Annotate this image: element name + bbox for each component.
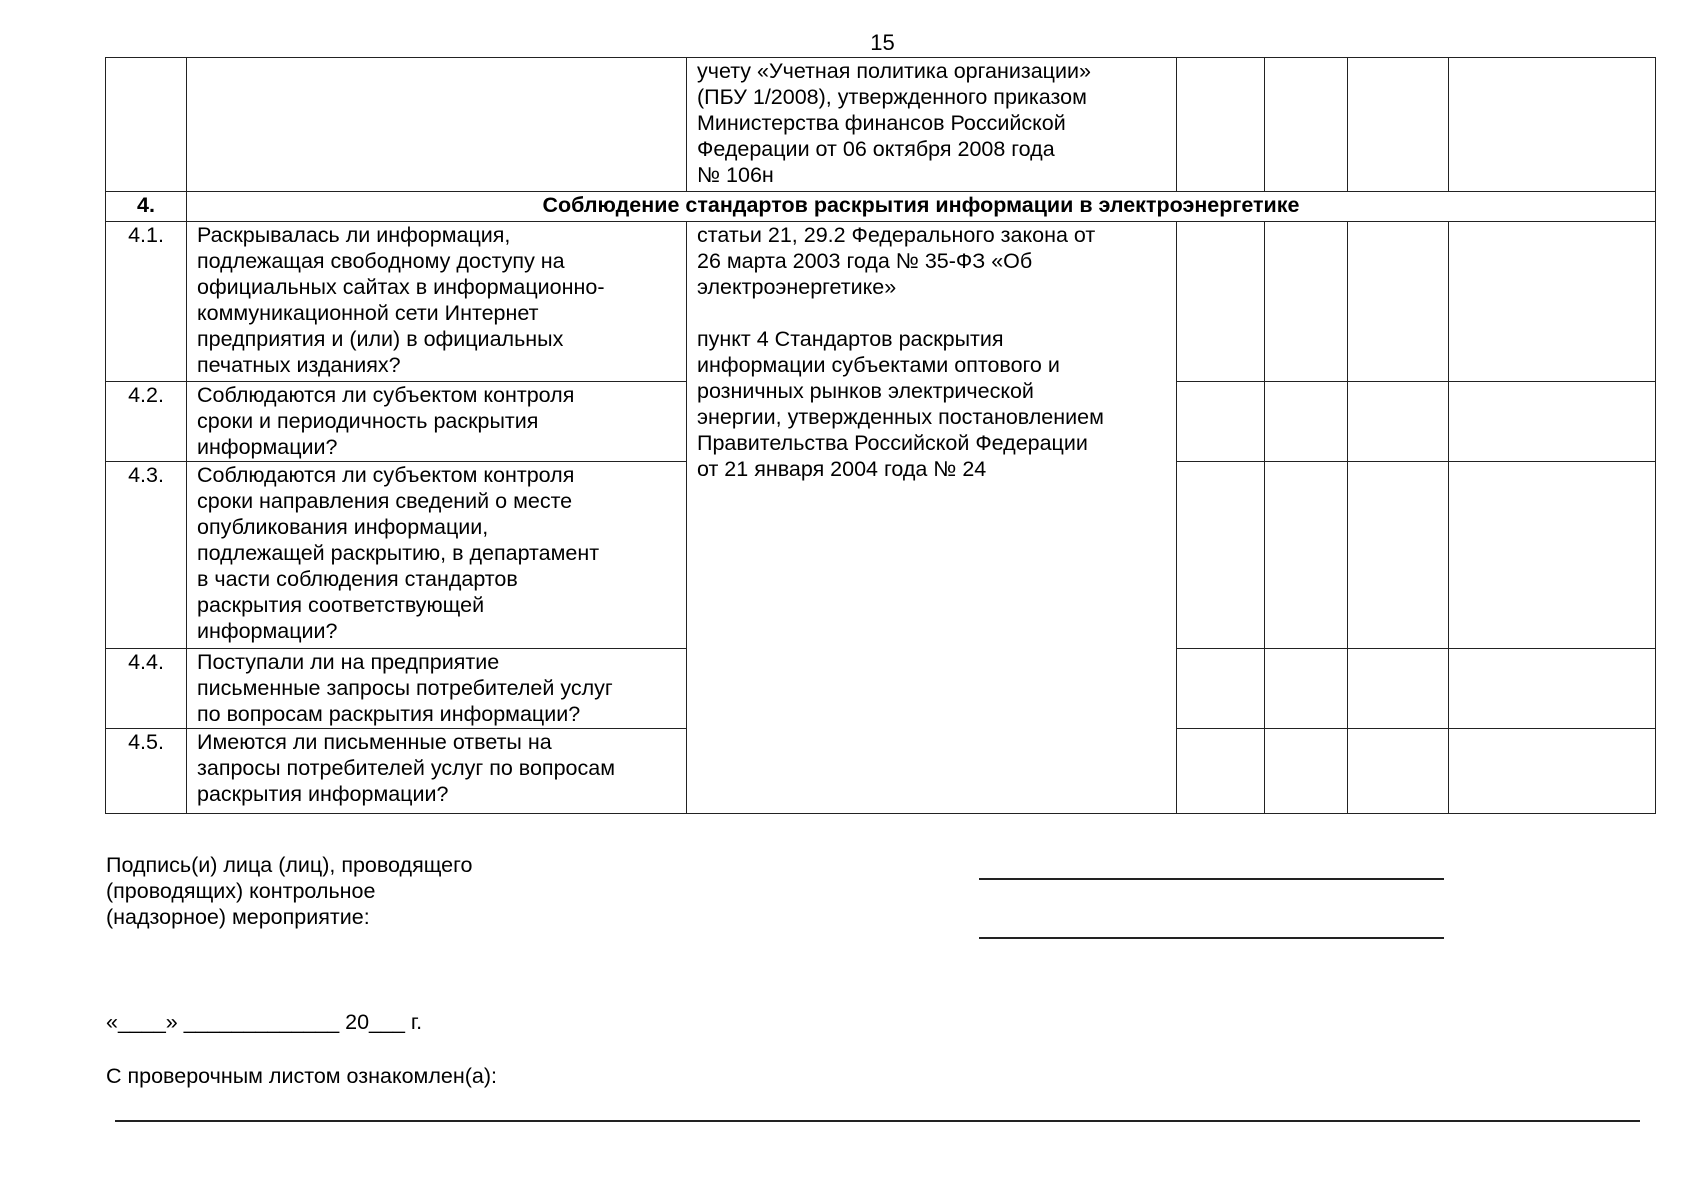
legal-basis-line: пункт 4 Стандартов раскрытия: [697, 327, 1004, 351]
question-line: опубликования информации,: [197, 515, 489, 539]
legal-basis-cell: [687, 222, 1177, 814]
note-cell[interactable]: [1449, 58, 1656, 192]
section-header-row: [106, 192, 1656, 222]
question-line: коммуникационной сети Интернет: [197, 301, 539, 325]
note-cell[interactable]: [1449, 222, 1656, 382]
question-line: в части соблюдения стандартов: [197, 567, 518, 591]
continuation-question-cell: [187, 58, 687, 192]
answer-yes-cell[interactable]: [1177, 382, 1265, 462]
question-line: информации?: [197, 435, 338, 459]
answer-not-applicable-cell[interactable]: [1348, 382, 1449, 462]
signature-line[interactable]: [979, 878, 1444, 880]
question-line: подлежащей раскрытию, в департамент: [197, 541, 600, 565]
question-line: Соблюдаются ли субъектом контроля: [197, 383, 575, 407]
answer-not-applicable-cell[interactable]: [1348, 462, 1449, 649]
answer-no-cell[interactable]: [1265, 462, 1348, 649]
signature-line[interactable]: [979, 937, 1444, 939]
section-number: 4.: [106, 192, 187, 222]
answer-yes-cell[interactable]: [1177, 222, 1265, 382]
answer-yes-cell[interactable]: [1177, 58, 1265, 192]
signature-label: [106, 852, 472, 930]
item-question: [187, 649, 687, 729]
note-cell[interactable]: [1449, 462, 1656, 649]
note-cell[interactable]: [1449, 382, 1656, 462]
question-line: подлежащая свободному доступу на: [197, 249, 565, 273]
continuation-row: [106, 58, 1656, 192]
item-question: [187, 729, 687, 814]
answer-not-applicable-cell[interactable]: [1348, 729, 1449, 814]
signature-label-line: (проводящих) контрольное: [106, 879, 376, 903]
answer-no-cell[interactable]: [1265, 729, 1348, 814]
requirement-line: Федерации от 06 октября 2008 года: [697, 137, 1055, 161]
answer-no-cell[interactable]: [1265, 222, 1348, 382]
item-number: 4.1.: [106, 222, 187, 382]
question-line: официальных сайтах в информационно-: [197, 275, 605, 299]
legal-basis-line: розничных рынков электрической: [697, 379, 1034, 403]
item-question: [187, 462, 687, 649]
answer-no-cell[interactable]: [1265, 58, 1348, 192]
acknowledgement-label: С проверочным листом ознакомлен(а):: [106, 1064, 497, 1088]
question-line: сроки направления сведений о месте: [197, 489, 573, 513]
legal-basis-line: энергии, утвержденных постановлением: [697, 405, 1104, 429]
answer-yes-cell[interactable]: [1177, 462, 1265, 649]
checklist-item-row: [106, 222, 1656, 382]
question-line: по вопросам раскрытия информации?: [197, 702, 581, 726]
date-line[interactable]: «____» _____________ 20___ г.: [106, 1010, 423, 1034]
question-line: запросы потребителей услуг по вопросам: [197, 756, 615, 780]
item-question: [187, 382, 687, 462]
question-line: раскрытия соответствующей: [197, 593, 485, 617]
answer-no-cell[interactable]: [1265, 382, 1348, 462]
signature-label-line: (надзорное) мероприятие:: [106, 905, 370, 929]
legal-basis-line: статьи 21, 29.2 Федерального закона от: [697, 223, 1096, 247]
requirement-line: № 106н: [697, 163, 774, 187]
answer-not-applicable-cell[interactable]: [1348, 649, 1449, 729]
item-number: 4.4.: [106, 649, 187, 729]
legal-basis-line: электроэнергетике»: [697, 275, 897, 299]
question-line: Поступали ли на предприятие: [197, 650, 500, 674]
legal-basis-line: информации субъектами оптового и: [697, 353, 1060, 377]
answer-no-cell[interactable]: [1265, 649, 1348, 729]
question-line: Соблюдаются ли субъектом контроля: [197, 463, 575, 487]
requirement-line: учету «Учетная политика организации»: [697, 59, 1091, 83]
requirement-line: (ПБУ 1/2008), утвержденного приказом: [697, 85, 1087, 109]
question-line: печатных изданиях?: [197, 353, 401, 377]
legal-basis-line: [697, 300, 1166, 326]
section-title: Соблюдение стандартов раскрытия информации в электроэнергетике: [187, 192, 1656, 222]
item-number: 4.5.: [106, 729, 187, 814]
legal-basis-line: от 21 января 2004 года № 24: [697, 457, 987, 481]
question-line: информации?: [197, 619, 338, 643]
question-line: письменные запросы потребителей услуг: [197, 676, 613, 700]
legal-basis-line: 26 марта 2003 года № 35-ФЗ «Об: [697, 249, 1033, 273]
note-cell[interactable]: [1449, 649, 1656, 729]
question-line: предприятия и (или) в официальных: [197, 327, 564, 351]
continuation-requirement-cell: [687, 58, 1177, 192]
item-question: [187, 222, 687, 382]
item-number: 4.3.: [106, 462, 187, 649]
question-line: Имеются ли письменные ответы на: [197, 730, 552, 754]
item-number: 4.2.: [106, 382, 187, 462]
answer-yes-cell[interactable]: [1177, 729, 1265, 814]
question-line: раскрытия информации?: [197, 782, 449, 806]
requirement-line: Министерства финансов Российской: [697, 111, 1066, 135]
acknowledgement-signature-line[interactable]: [115, 1120, 1640, 1122]
legal-basis-line: Правительства Российской Федерации: [697, 431, 1088, 455]
question-line: сроки и периодичность раскрытия: [197, 409, 539, 433]
answer-yes-cell[interactable]: [1177, 649, 1265, 729]
answer-not-applicable-cell[interactable]: [1348, 222, 1449, 382]
answer-not-applicable-cell[interactable]: [1348, 58, 1449, 192]
note-cell[interactable]: [1449, 729, 1656, 814]
checklist-table: [105, 57, 1656, 814]
question-line: Раскрывалась ли информация,: [197, 223, 511, 247]
signature-label-line: Подпись(и) лица (лиц), проводящего: [106, 853, 473, 877]
continuation-number-cell: [106, 58, 187, 192]
page-number: 15: [870, 30, 895, 55]
